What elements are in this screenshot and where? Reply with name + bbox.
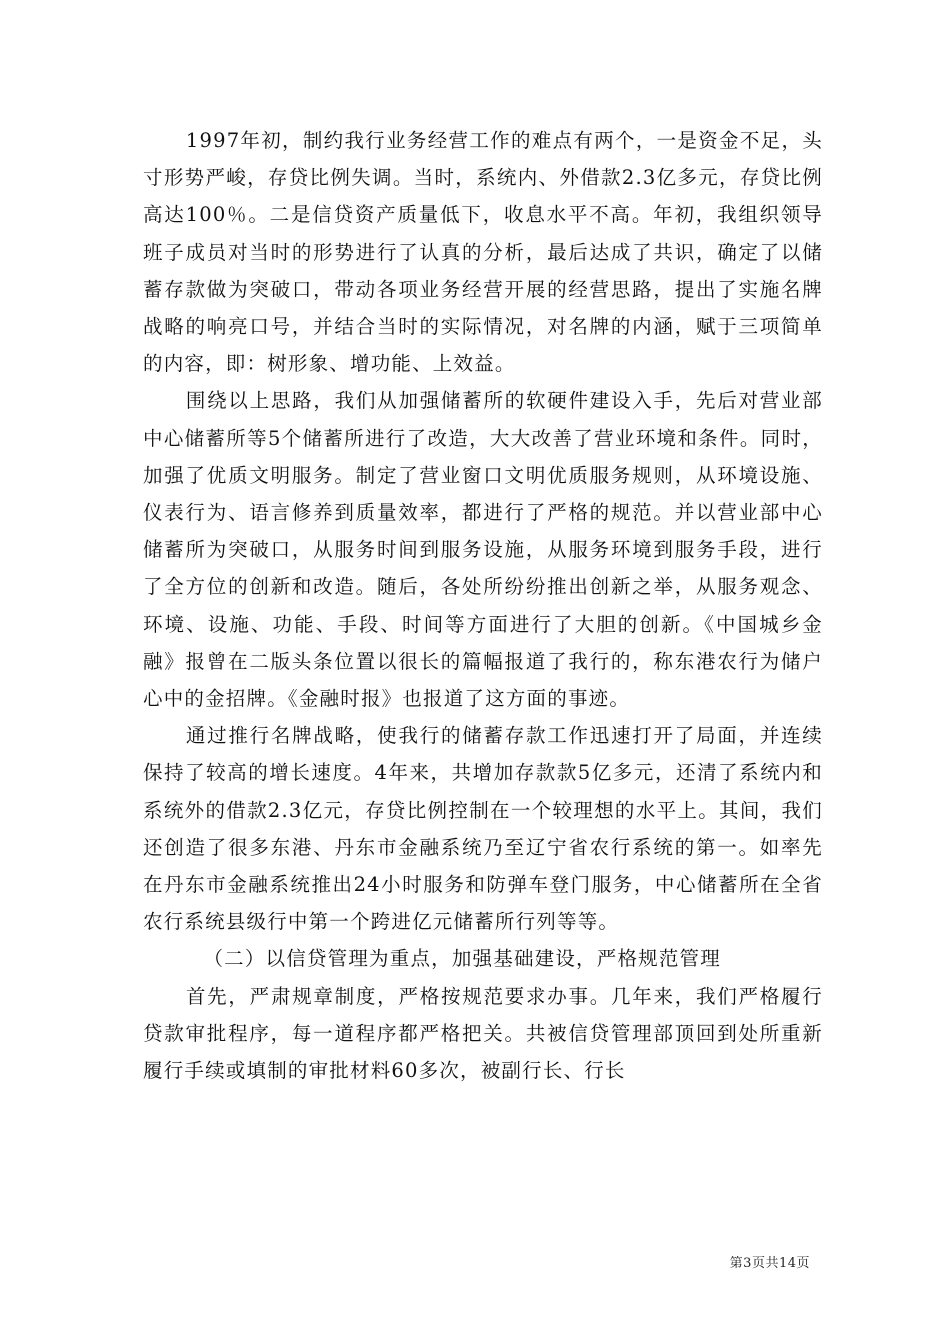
section-heading-credit-management: （二）以信贷管理为重点，加强基础建设，严格规范管理 [203, 947, 721, 971]
paragraph-savings-reform: 围绕以上思路，我们从加强储蓄所的软硬件建设入手，先后对营业部中心储蓄所等5个储蓄所进行了改造，大大改善了营业环境和条件。同时，加强了优质文明服务。制定了营业窗口文明优质服务规则，从环境设施、仪表行为、语言修养到质量效率，都进行了严格的规范。并以营业部中心储蓄所为突破口，从服务时间到服务设施，从服务环境到服务手段，进行了全方位的创新和改造。随后，各处所纷纷推出创新之举，从服务观念、环境、设施、功能、手段、时间等方面进行了大胆的创新。《中国城乡金融》报曾在二版头条位置以很长的篇幅报道了我行的，称东港农行为储户心中的金招牌。《金融时报》也报道了这方面的事迹。 [143, 389, 823, 711]
page-number-footer: 第3页共14页 [729, 1256, 810, 1271]
paragraph-strict-rules: 首先，严肃规章制度，严格按规范要求办事。几年来，我们严格履行贷款审批程序，每一道程序都严格把关。共被信贷管理部顶回到处所重新履行手续或填制的审批材料60多次，被副行长、行长 [143, 984, 823, 1083]
paragraph-1997-difficulties: 1997年初，制约我行业务经营工作的难点有两个，一是资金不足，头寸形势严峻，存贷比例失调。当时，系统内、外借款2.3亿多元，存贷比例高达100％。二是信贷资产质量低下，收息水平不高。年初，我组织领导班子成员对当时的形势进行了认真的分析，最后达成了共识，确定了以储蓄存款做为突破口，带动各项业务经营开展的经营思路，提出了实施名牌战略的响亮口号，并结合当时的实际情况，对名牌的内涵，赋于三项简单的内容，即：树形象、增功能、上效益。 [143, 129, 823, 376]
document-body [143, 122, 823, 1089]
paragraph-brand-strategy-results: 通过推行名牌战略，使我行的储蓄存款工作迅速打开了局面，并连续保持了较高的增长速度。4年来，共增加存款款5亿多元，还清了系统内和系统外的借款2.3亿元，存贷比例控制在一个较理想的水平上。其间，我们还创造了很多东港、丹东市金融系统乃至辽宁省农行系统的第一。如率先在丹东市金融系统推出24小时服务和防弹车登门服务，中心储蓄所在全省农行系统县级行中第一个跨进亿元储蓄所行列等等。 [143, 724, 823, 934]
